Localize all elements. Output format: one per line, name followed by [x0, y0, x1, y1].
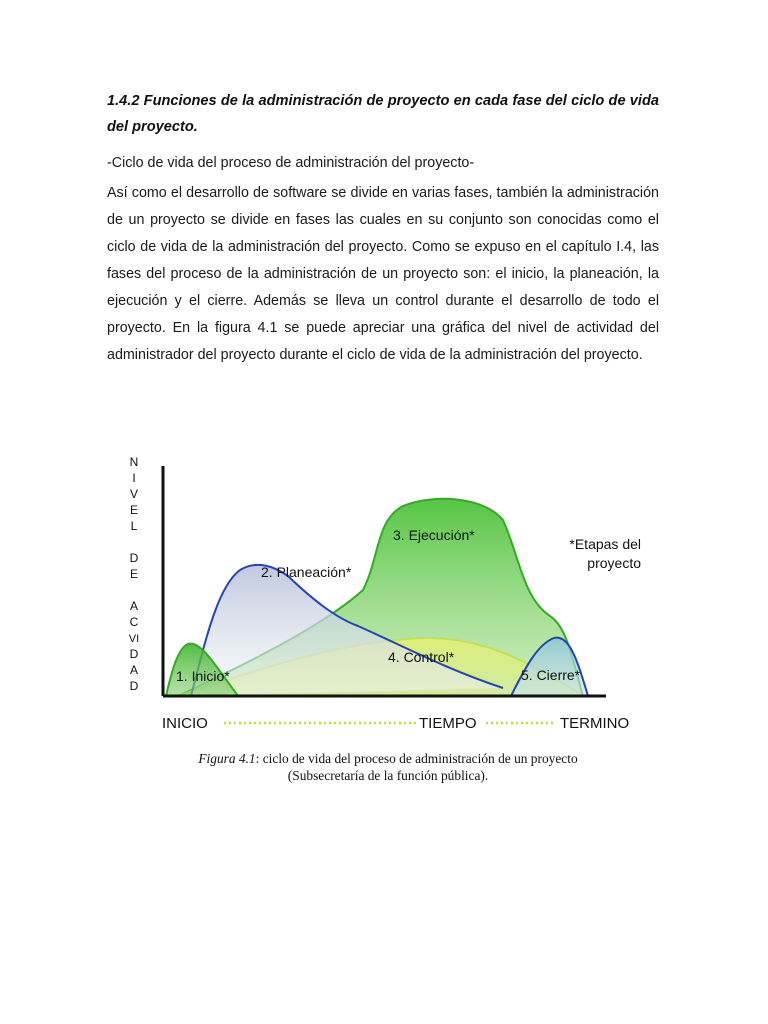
y-letter: N: [129, 455, 139, 469]
section-subtitle: -Ciclo de vida del proceso de administración del proyecto-: [107, 155, 475, 171]
lifecycle-chart: [118, 448, 658, 748]
y-letter: A: [129, 663, 139, 677]
caption-line-1: [118, 750, 658, 767]
stages-note-line2: proyecto: [587, 555, 641, 571]
y-letter: D: [129, 551, 139, 565]
x-label-end: TERMINO: [560, 715, 630, 732]
y-axis-label: [129, 455, 139, 693]
phase-label-inicio: 1. Inicio*: [176, 668, 230, 684]
phase-label-planeacion: 2. Planeación*: [261, 564, 352, 580]
y-letter: A: [129, 599, 139, 613]
y-letter: I: [132, 471, 136, 485]
figure-caption: [118, 750, 658, 784]
phase-label-ejecucion: 3. Ejecución*: [393, 527, 475, 543]
caption-line-2: (Subsecretaría de la función pública).: [287, 768, 489, 783]
caption-figure-label: Figura 4.1: [198, 751, 256, 766]
y-letter: D: [129, 679, 139, 693]
y-letter: C: [129, 615, 139, 629]
body-paragraph: Así como el desarrollo de software se divide en varias fases, también la administración de un proyecto se divide en fases las cuales en su conjunto son conocidas como el ciclo de vida de la administración del proyecto. Como se expuso en el capítulo I.4, las fases del proceso de la administración de un proyecto son: el inicio, la planeación, la ejecución y el cierre. Además se lleva un control durante el desarrollo de todo el proyecto. En la figura 4.1 se puede apreciar una gráfica del nivel de actividad del administrador del proyecto durante el ciclo de vida de la administración del proyecto.: [107, 185, 659, 363]
x-label-start: INICIO: [162, 715, 208, 732]
phase-label-control: 4. Control*: [388, 649, 455, 665]
section-heading: 1.4.2 Funciones de la administración de proyecto en cada fase del ciclo de vida del proyecto.: [107, 93, 659, 135]
caption-line-1-text: : ciclo de vida del proceso de administración de un proyecto: [255, 751, 578, 766]
y-letter: V: [129, 487, 139, 501]
phase-label-cierre: 5. Cierre*: [521, 667, 581, 683]
stages-note-line1: *Etapas del: [569, 536, 641, 552]
y-letter: VI: [128, 633, 140, 645]
lifecycle-figure: [118, 448, 658, 748]
y-letter: L: [130, 519, 138, 533]
x-label-middle: TIEMPO: [419, 715, 477, 732]
y-letter: E: [129, 503, 139, 517]
y-letter: D: [129, 647, 139, 661]
y-letter: E: [129, 567, 139, 581]
